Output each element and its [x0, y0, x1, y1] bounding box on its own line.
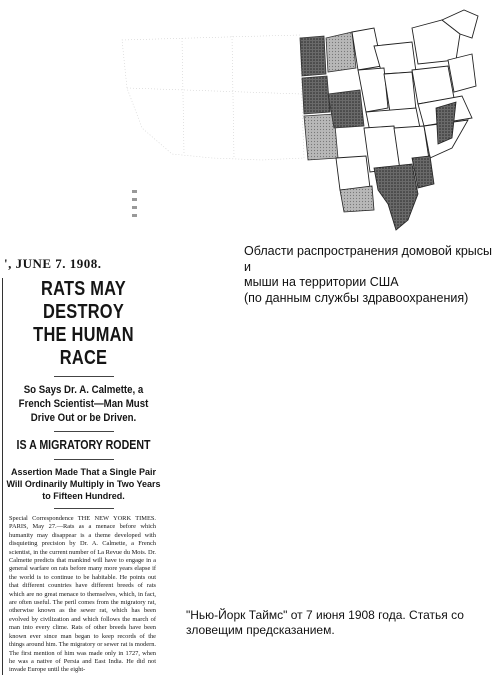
deck-text: Assertion Made That a Single Pair Will Ordinarily Multiply in Two Years to Fifteen Hundred. — [6, 467, 161, 501]
headline-line1: RATS MAY DESTROY — [41, 278, 126, 323]
western-states-faint — [122, 35, 304, 160]
headline-line2: THE HUMAN RACE — [33, 324, 134, 369]
clipping-caption — [186, 608, 486, 638]
map-caption — [244, 244, 494, 306]
newspaper-clipping — [0, 252, 161, 674]
divider — [54, 508, 114, 509]
subheadline: So Says Dr. A. Calmette, a French Scientist—Man Must Drive Out or be Driven. — [18, 384, 149, 424]
divider — [54, 376, 114, 377]
divider — [54, 459, 114, 460]
map-caption-line2: мыши на территории США — [244, 275, 399, 289]
clipping-body — [2, 278, 161, 675]
usa-map — [112, 8, 497, 240]
legend-marks — [132, 190, 137, 217]
divider — [54, 431, 114, 432]
clipping-caption-line1: "Нью-Йорк Таймс" от 7 июня 1908 года. Статья со — [186, 608, 464, 622]
infested-states-dark — [300, 32, 364, 160]
map-caption-line1: Области распространения домовой крысы и — [244, 244, 493, 274]
clipping-dateline: ', JUNE 7. 1908. — [4, 256, 102, 271]
clipping-caption-line2: зловещим предсказанием. — [186, 623, 335, 637]
article-body: Special Correspondence THE NEW YORK TIMES. PARIS, May 27.—Rats as a menace before which humanity may disappear is a theme developed with disquieting precision by Dr. A. Calmette, a French scientist, in the current number of La Revue du Mois. Dr. Calmette predicts that mankind will have to engage in a general warfare on rats before many more years elapse if the world is to continue to be habitable. He points out that different countries have different breeds of rats which are no great menace to themselves, which, in fact, are often useful. The peril comes from the migratory rat, otherwise known as the sewer rat, which has been evolved by civilization and which follows the march of man into every clime. Rats of other breeds have been known ever since man began to keep records of the things around him. The migratory or sewer rat is modern. The first mention of him was made only in 1727, when he was a native of Persia and East India. He did not invade Europe until the eight- — [9, 515, 156, 674]
map-caption-line3: (по данным службы здравоохранения) — [244, 290, 469, 305]
section-heading: IS A MIGRATORY RODENT — [16, 438, 151, 452]
headline — [11, 278, 156, 370]
